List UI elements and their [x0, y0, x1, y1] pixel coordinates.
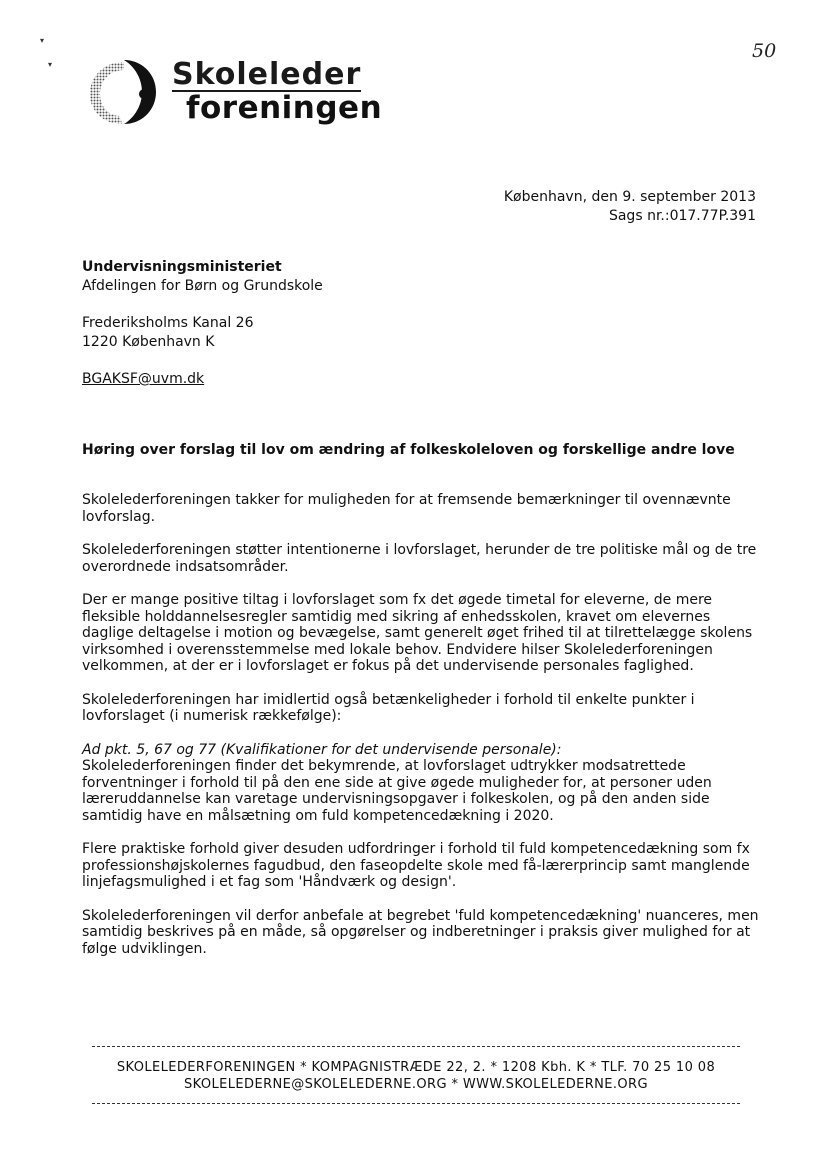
letter-footer — [92, 1046, 740, 1104]
letter-subject: Høring over forslag til lov om ændring af folkeskoleloven og forskellige andre love — [82, 442, 735, 458]
body-paragraph: Skolelederforeningen har imidlertid også betænkeligheder i forhold til enkelte punkter i lovforslaget (i numerisk rækkefølge): — [82, 691, 695, 724]
section-heading: Ad pkt. 5, 67 og 77 (Kvalifikationer for det undervisende personale): — [82, 741, 562, 758]
recipient-department: Afdelingen for Børn og Grundskole — [82, 278, 323, 294]
body-paragraph — [82, 742, 762, 825]
footer-divider — [92, 1046, 740, 1047]
body-paragraph: Skolelederforeningen takker for muligheden for at fremsende bemærkninger til ovennævnte lovforslag. — [82, 492, 731, 525]
recipient-street: Frederiksholms Kanal 26 — [82, 315, 254, 331]
case-number: Sags nr.:017.77P.391 — [608, 208, 756, 224]
logo-swoosh-icon — [84, 54, 174, 130]
handwritten-page-number: 50 — [752, 40, 777, 62]
letter-body — [82, 492, 762, 974]
logo-text-line1: Skoleleder — [172, 57, 362, 92]
body-paragraph: Skolelederforeningen vil derfor anbefale at begrebet 'fuld kompetencedækning' nuanceres, men samtidig beskrives på en måde, så opgørelser og indberetninger i praksis giver mulighed for at følge udviklingen. — [82, 907, 759, 957]
recipient-email-link[interactable]: BGAKSF@uvm.dk — [82, 371, 205, 387]
dateline — [504, 188, 756, 226]
body-paragraph: Flere praktiske forhold giver desuden udfordringer i forhold til fuld kompetencedækning som fx professionshøjskolernes fagudbud, den faseopdelte skole med få-lærerprincip samt manglende linjefagsmulighed i et fag som 'Håndværk og design'. — [82, 841, 750, 890]
logo-text-line2: foreningen — [186, 90, 383, 126]
footer-address-line: SKOLELEDERFORENINGEN * KOMPAGNISTRÆDE 22, 2. * 1208 Kbh. K * TLF. 70 25 10 08 — [116, 1060, 716, 1075]
recipient-city: 1220 København K — [82, 334, 215, 350]
section-text: Skolelederforeningen finder det bekymrende, at lovforslaget udtrykker modsatrettede forventninger i forhold til på den ene side at give øgede muligheder for, at personer uden læreruddannelse kan varetage undervisningsopgaver i folkeskolen, og på den anden side samtidig have en målsætning om fuld kompetencedækning i 2020. — [82, 758, 712, 824]
place-and-date: København, den 9. september 2013 — [503, 189, 756, 205]
scan-mark: ▾ — [48, 60, 53, 69]
scan-mark: ▾ — [40, 36, 45, 45]
recipient-address — [82, 258, 323, 389]
body-paragraph: Der er mange positive tiltag i lovforslaget som fx det øgede timetal for eleverne, de mere fleksible holddannelsesregler samtidig med sikring af enhedsskolen, kravet om elevernes daglige deltagelse i motion og bevægelse, samt generelt øget frihed til at tilrettelægge skolens virksomhed i overensstemmelse med lokale behov. Endvidere hilser Skolelederforeningen velkommen, at der er i lovforslaget er fokus på det undervisende personales faglighed. — [82, 592, 753, 674]
recipient-organisation: Undervisningsministeriet — [82, 259, 282, 275]
organisation-logo — [84, 54, 383, 130]
body-paragraph: Skolelederforeningen støtter intentionerne i lovforslaget, herunder de tre politiske mål og de tre overordnede indsatsområder. — [82, 542, 757, 575]
footer-contact-line: SKOLELEDERNE@SKOLELEDERNE.ORG * WWW.SKOLELEDERNE.ORG — [184, 1077, 648, 1092]
footer-divider — [92, 1103, 740, 1104]
